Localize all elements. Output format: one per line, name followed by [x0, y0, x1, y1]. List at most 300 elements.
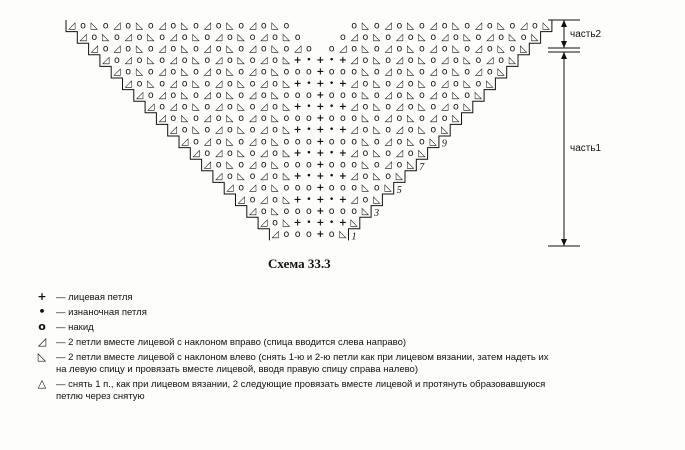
- chart-cell-k2tog-left: ◺: [486, 78, 494, 90]
- chart-cell-k2tog-right: ◿: [350, 31, 358, 43]
- chart-cell-k2tog-left: ◺: [271, 43, 279, 55]
- chart-cell-k2tog-left: ◺: [282, 55, 291, 67]
- chart-cell-yarn-over: o: [305, 159, 312, 171]
- chart-cell-yarn-over: o: [486, 43, 493, 55]
- chart-cell-yarn-over: o: [147, 66, 154, 78]
- chart-cell-k2tog-left: ◺: [463, 78, 471, 90]
- chart-cell-k2tog-right: ◿: [214, 31, 223, 43]
- chart-cell-knit: +: [293, 217, 302, 229]
- chart-cell-yarn-over: o: [204, 55, 211, 67]
- chart-cell-k2tog-right: ◿: [384, 43, 392, 55]
- chart-cell-knit: +: [316, 194, 325, 206]
- chart-cell-purl: •: [306, 125, 312, 136]
- chart-cell-yarn-over: o: [260, 136, 267, 148]
- chart-cell-yarn-over: o: [159, 101, 166, 113]
- chart-cell-k2tog-right: ◿: [124, 78, 132, 90]
- chart-cell-k2tog-right: ◿: [158, 43, 166, 55]
- chart-cell-purl: •: [328, 78, 335, 89]
- chart-cell-yarn-over: o: [418, 43, 425, 55]
- chart-cell-yarn-over: o: [272, 124, 278, 136]
- chart-cell-k2tog-left: ◺: [135, 43, 144, 55]
- chart-cell-yarn-over: o: [452, 55, 459, 67]
- chart-cell-k2tog-left: ◺: [508, 31, 517, 43]
- chart-cell-yarn-over: o: [215, 89, 222, 101]
- chart-cell-yarn-over: o: [294, 66, 301, 78]
- chart-cell-knit: +: [338, 217, 347, 229]
- chart-cell-yarn-over: o: [351, 89, 358, 101]
- chart-cell-k2tog-left: ◺: [282, 78, 291, 90]
- chart-cell-k2tog-left: ◺: [463, 31, 471, 43]
- chart-cell-purl: •: [328, 218, 335, 228]
- chart-cell-k2tog-left: ◺: [373, 194, 381, 206]
- chart-cell-k2tog-left: ◺: [406, 66, 415, 78]
- chart-cell-k2tog-left: ◺: [361, 159, 370, 171]
- chart-cell-k2tog-left: ◺: [237, 78, 245, 90]
- chart-cell-purl: •: [328, 171, 335, 182]
- chart-cell-purl: •: [306, 171, 312, 182]
- chart-cell-knit: +: [316, 136, 325, 148]
- chart-cell-knit: +: [293, 124, 302, 136]
- chart-cell-k2tog-left: ◺: [282, 194, 291, 206]
- chart-cell-k2tog-right: ◿: [474, 66, 483, 78]
- chart-cell-yarn-over: o: [272, 78, 278, 90]
- chart-cell-yarn-over: o: [430, 31, 437, 43]
- chart-cell-yarn-over: o: [294, 182, 301, 194]
- chart-cell-k2tog-left: ◺: [373, 78, 381, 90]
- chart-cell-k2tog-right: ◿: [203, 159, 211, 171]
- chart-cell-knit: +: [316, 89, 325, 101]
- part2-arrow-down: [561, 41, 567, 48]
- chart-cell-yarn-over: o: [418, 89, 425, 101]
- chart-cell-k2tog-left: ◺: [373, 31, 381, 43]
- chart-cell-knit: +: [316, 101, 325, 113]
- chart-cell-k2tog-left: ◺: [282, 147, 291, 159]
- chart-cell-knit: +: [293, 55, 302, 67]
- chart-cell-yarn-over: o: [283, 89, 290, 101]
- chart-cell-k2tog-left: ◺: [373, 124, 381, 136]
- chart-cell-yarn-over: o: [147, 89, 154, 101]
- chart-cell-knit: +: [316, 182, 325, 194]
- chart-cell-k2tog-right: ◿: [248, 113, 257, 125]
- chart-cell-k2tog-right: ◿: [429, 20, 437, 32]
- chart-cell-yarn-over: o: [226, 147, 233, 159]
- chart-cell-yarn-over: o: [464, 43, 471, 55]
- chart-cell-yarn-over: o: [452, 101, 459, 113]
- row-number: 5: [396, 185, 402, 196]
- chart-cell-yarn-over: o: [509, 43, 516, 55]
- chart-cell-yarn-over: o: [452, 78, 459, 90]
- chart-cell-yarn-over: o: [351, 159, 358, 171]
- chart-cell-k2tog-left: ◺: [282, 31, 291, 43]
- chart-cell-yarn-over: o: [520, 31, 527, 43]
- chart-cell-purl: •: [306, 194, 312, 205]
- chart-cell-k2tog-right: ◿: [203, 43, 211, 55]
- chart-cell-yarn-over: o: [283, 159, 290, 171]
- chart-cell-k2tog-right: ◿: [203, 20, 211, 32]
- row-number: 3: [374, 208, 380, 220]
- chart-cell-yarn-over: o: [373, 182, 380, 194]
- chart-cell-yarn-over: o: [362, 78, 369, 90]
- chart-cell-yarn-over: o: [249, 31, 256, 43]
- chart-cell-yarn-over: o: [283, 205, 290, 217]
- chart-cell-yarn-over: o: [260, 113, 267, 125]
- chart-cell-yarn-over: o: [181, 101, 188, 113]
- chart-cell-yarn-over: o: [193, 20, 199, 32]
- chart-cell-k2tog-right: ◿: [248, 43, 257, 55]
- chart-cell-yarn-over: o: [418, 66, 425, 78]
- chart-cell-yarn-over: o: [452, 31, 459, 43]
- chart-cell-yarn-over: o: [305, 136, 312, 148]
- chart-cell-k2tog-right: ◿: [440, 55, 449, 67]
- chart-cell-yarn-over: o: [339, 31, 346, 43]
- chart-cell-k2tog-left: ◺: [406, 20, 415, 32]
- part2-arrow-up: [561, 20, 567, 27]
- chart-cell-yarn-over: o: [305, 89, 312, 101]
- chart-cell-yarn-over: o: [362, 194, 369, 206]
- chart-cell-k2tog-right: ◿: [214, 101, 223, 113]
- chart-cell-k2tog-left: ◺: [542, 20, 550, 32]
- chart-cell-k2tog-right: ◿: [169, 78, 177, 90]
- chart-cell-yarn-over: o: [238, 43, 245, 55]
- chart-cell-yarn-over: o: [475, 55, 482, 67]
- chart-grid: [66, 20, 552, 243]
- chart-cell-yarn-over: o: [385, 55, 392, 67]
- chart-cell-yarn-over: o: [509, 20, 516, 32]
- chart-cell-yarn-over: o: [418, 20, 425, 32]
- chart-cell-knit: +: [316, 55, 325, 67]
- chart-cell-k2tog-right: ◿: [260, 147, 268, 159]
- chart-cell-k2tog-right: ◿: [192, 147, 200, 159]
- chart-cell-k2tog-right: ◿: [113, 43, 121, 55]
- chart-cell-yarn-over: o: [159, 55, 166, 67]
- chart-cell-yarn-over: o: [193, 43, 199, 55]
- chart-cell-yarn-over: o: [249, 171, 256, 183]
- chart-cell-yarn-over: o: [339, 113, 346, 125]
- chart-cell-yarn-over: o: [396, 113, 403, 125]
- chart-cell-yarn-over: o: [475, 78, 482, 90]
- chart-cell-k2tog-left: ◺: [192, 101, 200, 113]
- chart-cell-k2tog-right: ◿: [395, 78, 404, 90]
- chart-cell-purl: •: [328, 55, 335, 66]
- chart-cell-yarn-over: o: [238, 89, 245, 101]
- chart-cell-k2tog-right: ◿: [429, 43, 437, 55]
- chart-cell-yarn-over: o: [215, 159, 222, 171]
- chart-cell-purl: •: [328, 102, 335, 112]
- chart-cell-yarn-over: o: [283, 20, 290, 32]
- chart-cell-k2tog-right: ◿: [384, 20, 392, 32]
- chart-cell-k2tog-left: ◺: [440, 124, 449, 136]
- chart-cell-purl: •: [306, 102, 312, 112]
- chart-cell-yarn-over: o: [362, 31, 369, 43]
- chart-cell-k2tog-right: ◿: [429, 89, 437, 101]
- chart-cell-yarn-over: o: [339, 159, 346, 171]
- chart-cell-yarn-over: o: [430, 101, 437, 113]
- chart-cell-k2tog-right: ◿: [260, 217, 268, 229]
- chart-cell-yarn-over: o: [373, 20, 380, 32]
- chart-cell-yarn-over: o: [249, 78, 256, 90]
- chart-cell-k2tog-left: ◺: [452, 113, 460, 125]
- chart-cell-k2tog-right: ◿: [169, 55, 177, 67]
- chart-cell-yarn-over: o: [305, 229, 312, 241]
- chart-cell-yarn-over: o: [385, 171, 392, 183]
- chart-cell-yarn-over: o: [204, 124, 211, 136]
- chart-cell-yarn-over: o: [328, 43, 335, 55]
- legend-item-k2tog-left: [34, 352, 674, 376]
- legend-text: — изнаночная петля: [56, 307, 147, 318]
- chart-cell-yarn-over: o: [328, 182, 335, 194]
- chart-cell-yarn-over: o: [362, 55, 369, 67]
- chart-cell-yarn-over: o: [147, 43, 154, 55]
- chart-cell-yarn-over: o: [328, 229, 335, 241]
- chart-cell-k2tog-left: ◺: [192, 124, 200, 136]
- chart-cell-k2tog-right: ◿: [395, 101, 404, 113]
- chart-cell-yarn-over: o: [170, 20, 177, 32]
- legend-text: — лицевая петля: [56, 292, 133, 303]
- chart-cell-yarn-over: o: [215, 20, 222, 32]
- chart-cell-yarn-over: o: [249, 147, 256, 159]
- chart-cell-yarn-over: o: [204, 101, 211, 113]
- chart-cell-yarn-over: o: [283, 43, 290, 55]
- chart-cell-knit: +: [316, 171, 325, 183]
- chart-cell-k2tog-right: ◿: [79, 31, 87, 43]
- chart-cell-k2tog-right: ◿: [350, 101, 358, 113]
- chart-cell-k2tog-right: ◿: [248, 20, 257, 32]
- legend-text: — снять 1 п., как при лицевом вязании, 2 следующие провязать вместе лицевой и протянуть образовавшуюся: [56, 379, 546, 390]
- chart-cell-yarn-over: o: [272, 194, 278, 206]
- chart-cell-k2tog-left: ◺: [226, 43, 234, 55]
- chart-cell-k2tog-left: ◺: [282, 217, 291, 229]
- chart-cell-k2tog-right: ◿: [214, 55, 223, 67]
- chart-cell-k2tog-left: ◺: [135, 66, 144, 78]
- chart-cell-k2tog-right: ◿: [339, 43, 347, 55]
- chart-cell-k2tog-left: ◺: [339, 229, 347, 241]
- chart-cell-yarn-over: o: [362, 171, 369, 183]
- chart-cell-k2tog-right: ◿: [440, 78, 449, 90]
- chart-cell-yarn-over: o: [305, 113, 312, 125]
- chart-cell-yarn-over: o: [339, 205, 346, 217]
- chart-cell-k2tog-left: ◺: [406, 113, 415, 125]
- chart-cell-k2tog-right: ◿: [248, 205, 257, 217]
- chart-cell-k2tog-right: ◿: [214, 147, 223, 159]
- chart-cell-k2tog-left: ◺: [192, 78, 200, 90]
- chart-cell-yarn-over: o: [136, 78, 143, 90]
- chart-cell-k2tog-left: ◺: [135, 20, 144, 32]
- chart-cell-k2tog-right: ◿: [384, 89, 392, 101]
- chart-cell-yarn-over: o: [181, 124, 188, 136]
- chart-cell-k2tog-left: ◺: [226, 89, 234, 101]
- chart-cell-k2tog-right: ◿: [169, 101, 177, 113]
- chart-cell-yarn-over: o: [113, 31, 120, 43]
- chart-cell-yarn-over: o: [396, 20, 403, 32]
- chart-cell-knit: +: [316, 159, 325, 171]
- chart-cell-yarn-over: o: [328, 113, 335, 125]
- row-number: 9: [441, 138, 447, 150]
- chart-cell-k2tog-right: ◿: [113, 66, 121, 78]
- chart-cell-yarn-over: o: [373, 159, 380, 171]
- chart-cell-k2tog-left: ◺: [181, 89, 189, 101]
- part1-arrow-down: [561, 239, 567, 246]
- chart-cell-yarn-over: o: [339, 89, 346, 101]
- chart-cell-yarn-over: o: [396, 136, 403, 148]
- chart-cell-k2tog-left: ◺: [237, 101, 245, 113]
- chart-cell-yarn-over: o: [272, 171, 278, 183]
- chart-cell-k2tog-right: ◿: [384, 66, 392, 78]
- chart-cell-k2tog-right: ◿: [395, 55, 404, 67]
- chart-cell-k2tog-left: ◺: [361, 66, 370, 78]
- chart-cell-k2tog-left: ◺: [226, 136, 234, 148]
- chart-cell-yarn-over: o: [181, 55, 188, 67]
- chart-cell-yarn-over: o: [170, 89, 177, 101]
- chart-cell-yarn-over: o: [215, 113, 222, 125]
- chart-cell-k2tog-left: ◺: [271, 89, 279, 101]
- chart-cell-k2tog-right: ◿: [158, 20, 166, 32]
- chart-cell-yarn-over: o: [260, 159, 267, 171]
- purl-stitch-icon: •: [38, 305, 46, 318]
- chart-cell-yarn-over: o: [113, 55, 120, 67]
- chart-cell-yarn-over: o: [125, 43, 132, 55]
- chart-cell-yarn-over: o: [260, 66, 267, 78]
- chart-cell-k2tog-left: ◺: [361, 182, 370, 194]
- chart-cell-yarn-over: o: [147, 20, 154, 32]
- legend-item-knit: [34, 292, 674, 304]
- chart-cell-k2tog-left: ◺: [271, 66, 279, 78]
- chart-cell-yarn-over: o: [238, 66, 245, 78]
- chart-cell-k2tog-left: ◺: [350, 217, 358, 229]
- chart-cell-k2tog-right: ◿: [147, 101, 155, 113]
- chart-cell-k2tog-right: ◿: [440, 31, 449, 43]
- chart-cell-yarn-over: o: [430, 78, 437, 90]
- chart-cell-purl: •: [306, 55, 312, 66]
- chart-cell-k2tog-right: ◿: [90, 43, 98, 55]
- chart-cell-yarn-over: o: [294, 113, 301, 125]
- chart-cell-k2tog-left: ◺: [181, 43, 189, 55]
- chart-cell-yarn-over: o: [441, 20, 448, 32]
- chart-cell-k2tog-left: ◺: [395, 171, 404, 183]
- chart-cell-k2tog-right: ◿: [350, 78, 358, 90]
- chart-cell-yarn-over: o: [328, 205, 335, 217]
- chart-cell-k2tog-right: ◿: [260, 78, 268, 90]
- chart-cell-yarn-over: o: [328, 136, 335, 148]
- chart-cell-k2tog-right: ◿: [429, 113, 437, 125]
- chart-cell-k2tog-left: ◺: [271, 20, 279, 32]
- chart-cell-k2tog-right: ◿: [350, 147, 358, 159]
- chart-cell-k2tog-left: ◺: [452, 43, 460, 55]
- chart-cell-yarn-over: o: [226, 78, 233, 90]
- chart-cell-yarn-over: o: [102, 43, 109, 55]
- chart-cell-k2tog-right: ◿: [101, 55, 110, 67]
- chart-cell-purl: •: [328, 194, 335, 205]
- chart-cell-knit: +: [338, 55, 347, 67]
- chart-cell-knit: +: [338, 194, 347, 206]
- chart-cell-k2tog-left: ◺: [361, 20, 370, 32]
- k2tog-right-icon: ◿: [37, 335, 47, 348]
- chart-cell-yarn-over: o: [498, 55, 505, 67]
- chart-cell-yarn-over: o: [249, 194, 256, 206]
- chart-cell-k2tog-left: ◺: [474, 89, 483, 101]
- chart-cell-yarn-over: o: [441, 43, 448, 55]
- chart-cell-yarn-over: o: [283, 66, 290, 78]
- chart-cell-k2tog-left: ◺: [406, 159, 415, 171]
- chart-cell-yarn-over: o: [283, 113, 290, 125]
- chart-cell-yarn-over: o: [385, 31, 392, 43]
- chart-cell-k2tog-left: ◺: [452, 66, 460, 78]
- chart-cell-yarn-over: o: [249, 55, 256, 67]
- chart-cell-purl: •: [328, 148, 335, 159]
- chart-cell-k2tog-left: ◺: [418, 78, 426, 90]
- chart-cell-yarn-over: o: [272, 101, 278, 113]
- chart-cell-k2tog-left: ◺: [181, 66, 189, 78]
- chart-cell-k2tog-right: ◿: [350, 124, 358, 136]
- chart-cell-k2tog-left: ◺: [384, 182, 392, 194]
- chart-cell-yarn-over: o: [125, 66, 132, 78]
- chart-cell-knit: +: [338, 101, 347, 113]
- chart-cell-yarn-over: o: [486, 20, 493, 32]
- chart-cell-yarn-over: o: [226, 101, 233, 113]
- chart-cell-yarn-over: o: [430, 55, 437, 67]
- chart-cell-k2tog-right: ◿: [113, 20, 121, 32]
- chart-cell-yarn-over: o: [373, 136, 380, 148]
- chart-cell-yarn-over: o: [396, 43, 403, 55]
- chart-cell-k2tog-right: ◿: [158, 89, 166, 101]
- chart-cell-k2tog-right: ◿: [248, 66, 257, 78]
- chart-cell-yarn-over: o: [385, 124, 392, 136]
- chart-cell-yarn-over: o: [305, 205, 312, 217]
- chart-cell-knit: +: [293, 101, 302, 113]
- chart-cell-yarn-over: o: [430, 124, 437, 136]
- chart-cell-yarn-over: o: [441, 113, 448, 125]
- chart-cell-k2tog-right: ◿: [350, 55, 358, 67]
- chart-cell-yarn-over: o: [226, 31, 233, 43]
- chart-cell-k2tog-left: ◺: [418, 147, 426, 159]
- chart-cell-k2tog-right: ◿: [395, 31, 404, 43]
- row-number: 1: [351, 231, 357, 243]
- chart-cell-k2tog-left: ◺: [373, 171, 381, 183]
- chart-cell-yarn-over: o: [238, 159, 245, 171]
- chart-cell-knit: +: [316, 229, 325, 241]
- legend-item-k2tog-right: [34, 337, 674, 349]
- chart-cell-yarn-over: o: [418, 113, 425, 125]
- chart-cell-k2tog-left: ◺: [237, 124, 245, 136]
- chart-cell-k2tog-left: ◺: [271, 113, 279, 125]
- chart-cell-yarn-over: o: [136, 31, 143, 43]
- legend-text: — 2 петли вместе лицевой с наклоном влево (снять 1-ю и 2-ю петли как при лицевом вязании, затем надеть их: [56, 352, 549, 363]
- chart-cell-k2tog-left: ◺: [226, 20, 234, 32]
- chart-cell-k2tog-right: ◿: [474, 43, 483, 55]
- legend-text: — 2 петли вместе лицевой с наклоном вправо (спица вводится слева направо): [56, 337, 407, 348]
- chart-cell-k2tog-left: ◺: [452, 20, 460, 32]
- chart-cell-k2tog-right: ◿: [486, 55, 494, 67]
- chart-cell-yarn-over: o: [407, 55, 414, 67]
- knit-stitch-icon: +: [37, 290, 47, 303]
- chart-cell-knit: +: [293, 194, 302, 206]
- chart-cell-yarn-over: o: [193, 113, 199, 125]
- legend-text-continued: на левую спицу и провязать вместе лицевой, вводя правую спицу справа налево): [56, 364, 418, 375]
- chart-cell-k2tog-left: ◺: [497, 66, 505, 78]
- part1-arrow-up: [561, 52, 567, 59]
- chart-cell-knit: +: [316, 147, 325, 159]
- chart-cell-k2tog-right: ◿: [248, 89, 257, 101]
- chart-cell-k2tog-left: ◺: [508, 55, 517, 67]
- chart-cell-yarn-over: o: [238, 182, 245, 194]
- chart-cell-yarn-over: o: [407, 101, 414, 113]
- chart-cell-yarn-over: o: [170, 66, 177, 78]
- chart-cell-k2tog-right: ◿: [260, 171, 268, 183]
- chart-cell-yarn-over: o: [136, 55, 143, 67]
- chart-cell-yarn-over: o: [283, 182, 290, 194]
- chart-cell-k2tog-left: ◺: [147, 31, 155, 43]
- chart-cell-yarn-over: o: [305, 182, 312, 194]
- chart-cell-yarn-over: o: [441, 89, 448, 101]
